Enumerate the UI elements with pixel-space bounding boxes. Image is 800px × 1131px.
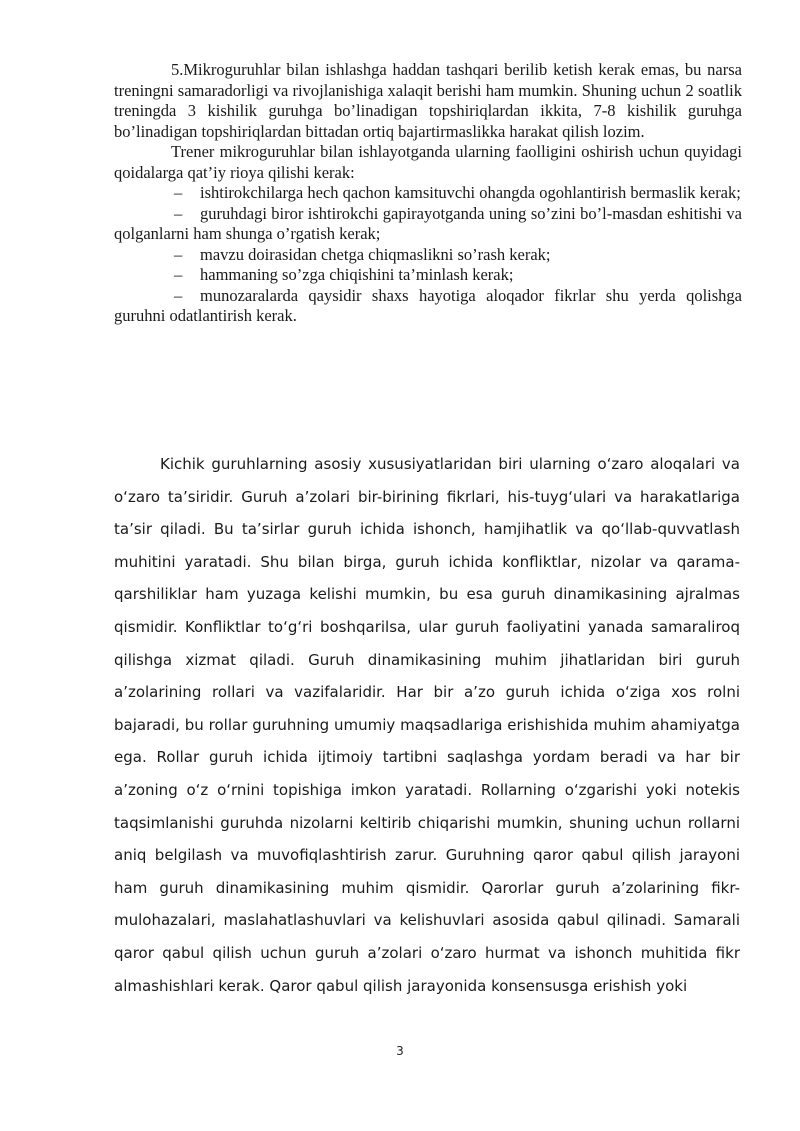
list-item	[114, 183, 742, 204]
list-item-text: ishtirokchilarga hech qachon kamsituvchi ohangda ogohlantirish bermaslik kerak;	[200, 183, 741, 202]
group-dynamics-section	[114, 448, 740, 1002]
paragraph-group-dynamics: Kichik guruhlarning asosiy xususiyatlaridan biri ularning o‘zaro aloqalari va o‘zaro ta’siridir. Guruh a’zolari bir-birining fikrlari, his-tuyg‘ulari va harakatlariga ta’sir qiladi. Bu ta’sirlar guruh ichida ishonch, hamjihatlik va qo‘llab-quvvatlash muhitini yaratadi. Shu bilan birga, guruh ichida konfliktlar, nizolar va qarama-qarshiliklar ham yuzaga kelishi mumkin, bu esa guruh dinamikasining ajralmas qismidir. Konfliktlar to‘g‘ri boshqarilsa, ular guruh faoliyatini yanada samaraliroq qilishga xizmat qiladi. Guruh dinamikasining muhim jihatlaridan biri guruh a’zolarining rollari va vazifalaridir. Har bir a’zo guruh ichida o‘ziga xos rolni bajaradi, bu rollar guruhning umumiy maqsadlariga erishishida muhim ahamiyatga ega. Rollar guruh ichida ijtimoiy tartibni saqlashga yordam beradi va har bir a’zoning o‘z o‘rnini topishiga imkon yaratadi. Rollarning o‘zgarishi yoki notekis taqsimlanishi guruhda nizolarni keltirib chiqarishi mumkin, shuning uchun rollarni aniq belgilash va muvofiqlashtirish zarur. Guruhning qaror qabul qilish jarayoni ham guruh dinamikasining muhim qismidir. Qarorlar guruh a’zolarining fikr-mulohazalari, maslahatlashuvlari va kelishuvlari asosida qabul qilinadi. Samarali qaror qabul qilish uchun guruh a’zolari o‘zaro hurmat va ishonch muhitida fikr almashishlari kerak. Qaror qabul qilish jarayonida konsensusga erishish yoki	[114, 455, 740, 995]
dash-marker: –	[174, 183, 183, 202]
list-item-text: guruhdagi biror ishtirokchi gapirayotganda uning so’zini bo’l-masdan eshitishi va qolganlarni ham shunga o’rgatish kerak;	[114, 203, 742, 243]
list-item	[114, 204, 742, 245]
list-item	[114, 265, 742, 286]
paragraph-microgroups: 5.Mikroguruhlar bilan ishlashga haddan tashqari berilib ketish kerak emas, bu narsa treningni samaradorligi va rivojlanishiga xalaqit berishi ham mumkin. Shuning uchun 2 soatlik treningda 3 kishilik guruhga bo’linadigan topshiriqlardan ikkita, 7-8 kishilik guruhga bo’linadigan topshiriqlardan bittadan ortiq bajartirmaslikka harakat qilish lozim.	[114, 60, 742, 141]
list-item	[114, 245, 742, 266]
training-rules-section	[114, 60, 742, 327]
list-item-text: munozaralarda qaysidir shaxs hayotiga aloqador fikrlar shu yerda qolishga guruhni odatlantirish kerak.	[114, 285, 742, 325]
dash-marker: –	[174, 265, 183, 284]
dash-marker: –	[174, 285, 183, 305]
page-number: 3	[396, 1044, 404, 1058]
dash-marker: –	[174, 203, 183, 223]
list-item-text: hammaning so’zga chiqishini ta’minlash kerak;	[200, 265, 514, 284]
list-item	[114, 286, 742, 327]
list-item-text: mavzu doirasidan chetga chiqmaslikni so’rash kerak;	[200, 244, 551, 264]
dash-marker: –	[174, 244, 183, 264]
paragraph-trainer-rules-intro: Trener mikroguruhlar bilan ishlayotganda ularning faolligini oshirish uchun quyidagi qoidalarga qat’iy rioya qilishi kerak:	[114, 142, 742, 182]
